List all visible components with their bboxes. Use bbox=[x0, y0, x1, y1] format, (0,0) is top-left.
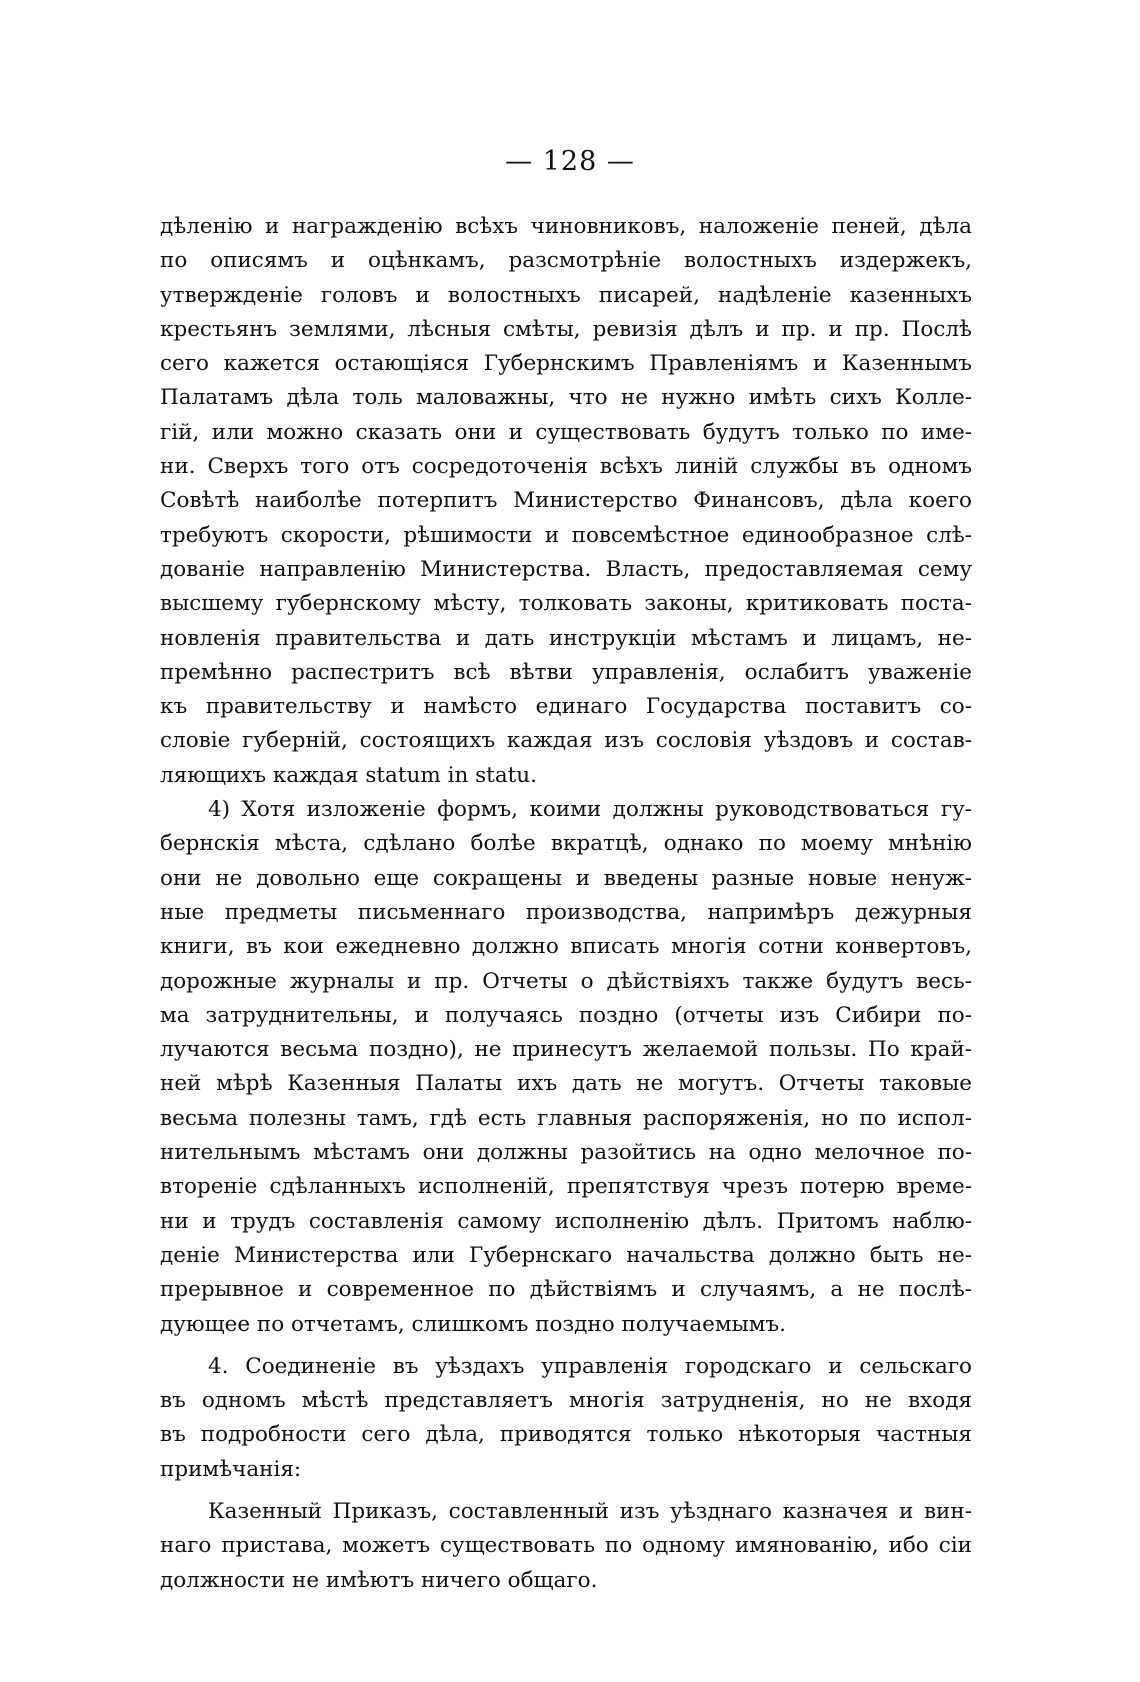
paragraph-spacer bbox=[160, 1487, 972, 1495]
text-line: словіе губерній, состоящихъ каждая изъ сословія уѣздовъ и состав- bbox=[160, 728, 972, 754]
text-line: примѣчанія: bbox=[160, 1456, 302, 1482]
paragraph-spacer bbox=[160, 1342, 972, 1350]
text-line: втореніе сдѣланныхъ исполненій, препятствуя чрезъ потерю време- bbox=[160, 1174, 972, 1200]
text-line: бернскія мѣста, сдѣлано болѣе вкратцѣ, однако по моему мнѣнію bbox=[160, 831, 972, 857]
text-line: дорожные журналы и пр. Отчеты о дѣйствіяхъ также будутъ весь- bbox=[160, 968, 972, 994]
text-line: утвержденіе головъ и волостныхъ писарей, надѣленіе казенныхъ bbox=[160, 282, 972, 308]
page-number: — 128 — bbox=[505, 146, 635, 177]
text-line: нительнымъ мѣстамъ они должны разойтись на одно мелочное по- bbox=[160, 1140, 972, 1166]
text-line: 4. Соединеніе въ уѣздахъ управленія городскаго и сельскаго bbox=[208, 1353, 972, 1379]
text-line: ней мѣрѣ Казенныя Палаты ихъ дать не могутъ. Отчеты таковые bbox=[160, 1071, 972, 1097]
text-line: 4) Хотя изложеніе формъ, коими должны руководствоваться гу- bbox=[208, 797, 972, 823]
text-line: ни и трудъ составленія самому исполненію дѣлъ. Притомъ наблю- bbox=[160, 1208, 972, 1234]
paragraph-2 bbox=[160, 793, 972, 1342]
text-line: деніе Министерства или Губернскаго начальства должно быть не- bbox=[160, 1242, 972, 1268]
paragraph-1 bbox=[160, 210, 972, 793]
text-line: дованіе направленію Министерства. Власть, предоставляемая сему bbox=[160, 556, 972, 582]
text-line: премѣнно распестритъ всѣ вѣтви управленія, ослабитъ уваженіе bbox=[160, 659, 972, 685]
text-line: ные предметы письменнаго производства, напримѣръ дежурныя bbox=[160, 899, 972, 925]
text-line: прерывное и современное по дѣйствіямъ и случаямъ, а не послѣ- bbox=[160, 1277, 972, 1303]
text-line: крестьянъ землями, лѣсныя смѣты, ревизія дѣлъ и пр. и пр. Послѣ bbox=[160, 316, 972, 342]
paragraph-3 bbox=[160, 1350, 972, 1487]
text-line: дѣленію и награжденію всѣхъ чиновниковъ, наложеніе пеней, дѣла bbox=[160, 214, 972, 239]
text-line: Совѣтѣ наиболѣе потерпитъ Министерство Финансовъ, дѣла коего bbox=[160, 488, 972, 514]
text-line: Казенный Приказъ, составленный изъ уѣзднаго казначея и вин- bbox=[208, 1498, 972, 1524]
text-line: по описямъ и оцѣнкамъ, разсмотрѣніе волостныхъ издержекъ, bbox=[160, 248, 972, 274]
text-line: лучаются весьма поздно), не принесутъ желаемой пользы. По край- bbox=[160, 1037, 972, 1063]
text-line: требуютъ скорости, рѣшимости и повсемѣстное единообразное слѣ- bbox=[160, 522, 972, 548]
text-line: книги, въ кои ежедневно должно вписать многія сотни конвертовъ, bbox=[160, 934, 972, 960]
text-line: должности не имѣютъ ничего общаго. bbox=[160, 1567, 598, 1593]
text-line: гій, или можно сказать они и существовать будутъ только по име- bbox=[160, 419, 972, 445]
text-line: новленія правительства и дать инструкціи мѣстамъ и лицамъ, не- bbox=[160, 625, 972, 651]
text-line: наго пристава, можетъ существовать по одному имянованію, ибо сіи bbox=[160, 1533, 972, 1559]
text-line: ма затруднительны, и получаясь поздно (отчеты изъ Сибири по- bbox=[160, 1002, 972, 1028]
text-line: дующее по отчетамъ, слишкомъ поздно получаемымъ. bbox=[160, 1311, 786, 1337]
body-text bbox=[160, 210, 972, 1598]
text-line: къ правительству и намѣсто единаго Государства поставитъ со- bbox=[160, 694, 972, 720]
text-line: ляющихъ каждая statum in statu. bbox=[160, 762, 537, 788]
text-line: они не довольно еще сокращены и введены разные новые ненуж- bbox=[160, 865, 972, 891]
text-line: сего кажется остающіяся Губернскимъ Правленіямъ и Казеннымъ bbox=[160, 351, 972, 377]
text-line: высшему губернскому мѣсту, толковать законы, критиковать поста- bbox=[160, 591, 972, 617]
text-line: ни. Сверхъ того отъ сосредоточенія всѣхъ линій службы въ одномъ bbox=[160, 454, 972, 480]
text-line: весьма полезны тамъ, гдѣ есть главныя распоряженія, но по испол- bbox=[160, 1105, 972, 1131]
paragraph-4 bbox=[160, 1495, 972, 1598]
text-line: въ подробности сего дѣла, приводятся только нѣкоторыя частныя bbox=[160, 1422, 972, 1448]
text-line: въ одномъ мѣстѣ представляетъ многія затрудненія, но не входя bbox=[160, 1388, 972, 1414]
text-line: Палатамъ дѣла толь маловажны, что не нужно имѣть сихъ Колле- bbox=[160, 385, 972, 411]
